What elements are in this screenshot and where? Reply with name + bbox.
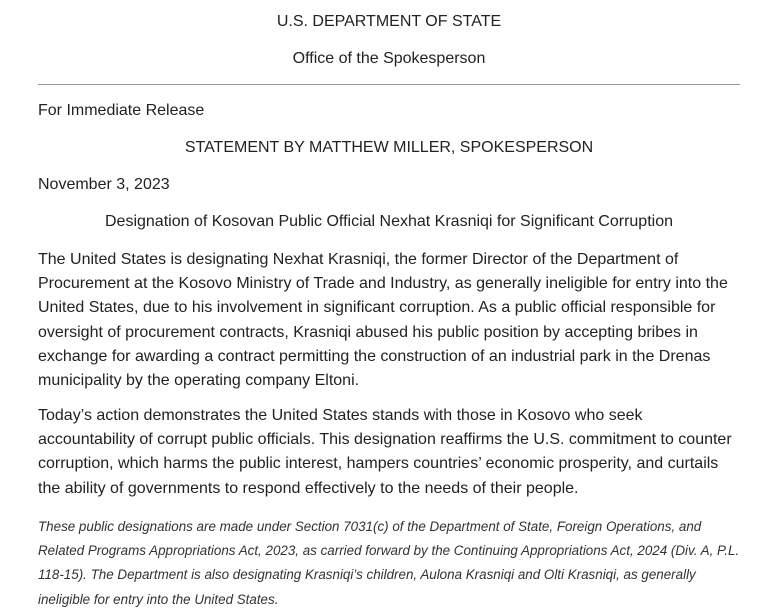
- release-type: For Immediate Release: [38, 102, 205, 119]
- legal-note: These public designations are made under Section 7031(c) of the Department of State, Foreign Operations, and Related Programs Appropriations Act, 2023, as carried forward by the Continuing Appropriations Act, 2024 (Div. A, P.L. 118-15). The Department is also designating Krasniqi’s children, Aulona Krasniqi and Olti Krasniqi, as generally ineligible for entry into the United States.: [38, 519, 740, 607]
- body-paragraph-2: Today’s action demonstrates the United States stands with those in Kosovo who seek accountability of corrupt public officials. This designation reaffirms the U.S. commitment to counter corruption, which harms the public interest, hampers countries’ economic prosperity, and curtails the ability of governments to respond effectively to the needs of their people.: [38, 407, 732, 497]
- header-divider: [38, 84, 740, 85]
- agency-name: U.S. DEPARTMENT OF STATE: [276, 13, 502, 30]
- statement-headline: Designation of Kosovan Public Official Nexhat Krasniqi for Significant Corruption: [105, 213, 673, 230]
- body-paragraph-1: The United States is designating Nexhat Krasniqi, the former Director of the Department of Procurement at the Kosovo Ministry of Trade and Industry, as generally ineligible for entry into the United States, due to his involvement in significant corruption. As a public official responsible for oversight of procurement contracts, Krasniqi abused his public position by accepting bribes in exchange for awarding a contract permitting the construction of an industrial park in the Drenas municipality by the operating company Eltoni.: [38, 251, 728, 390]
- release-date: November 3, 2023: [38, 176, 170, 193]
- office-name: Office of the Spokesperson: [292, 50, 486, 67]
- statement-byline: STATEMENT BY MATTHEW MILLER, SPOKESPERSON: [184, 139, 594, 156]
